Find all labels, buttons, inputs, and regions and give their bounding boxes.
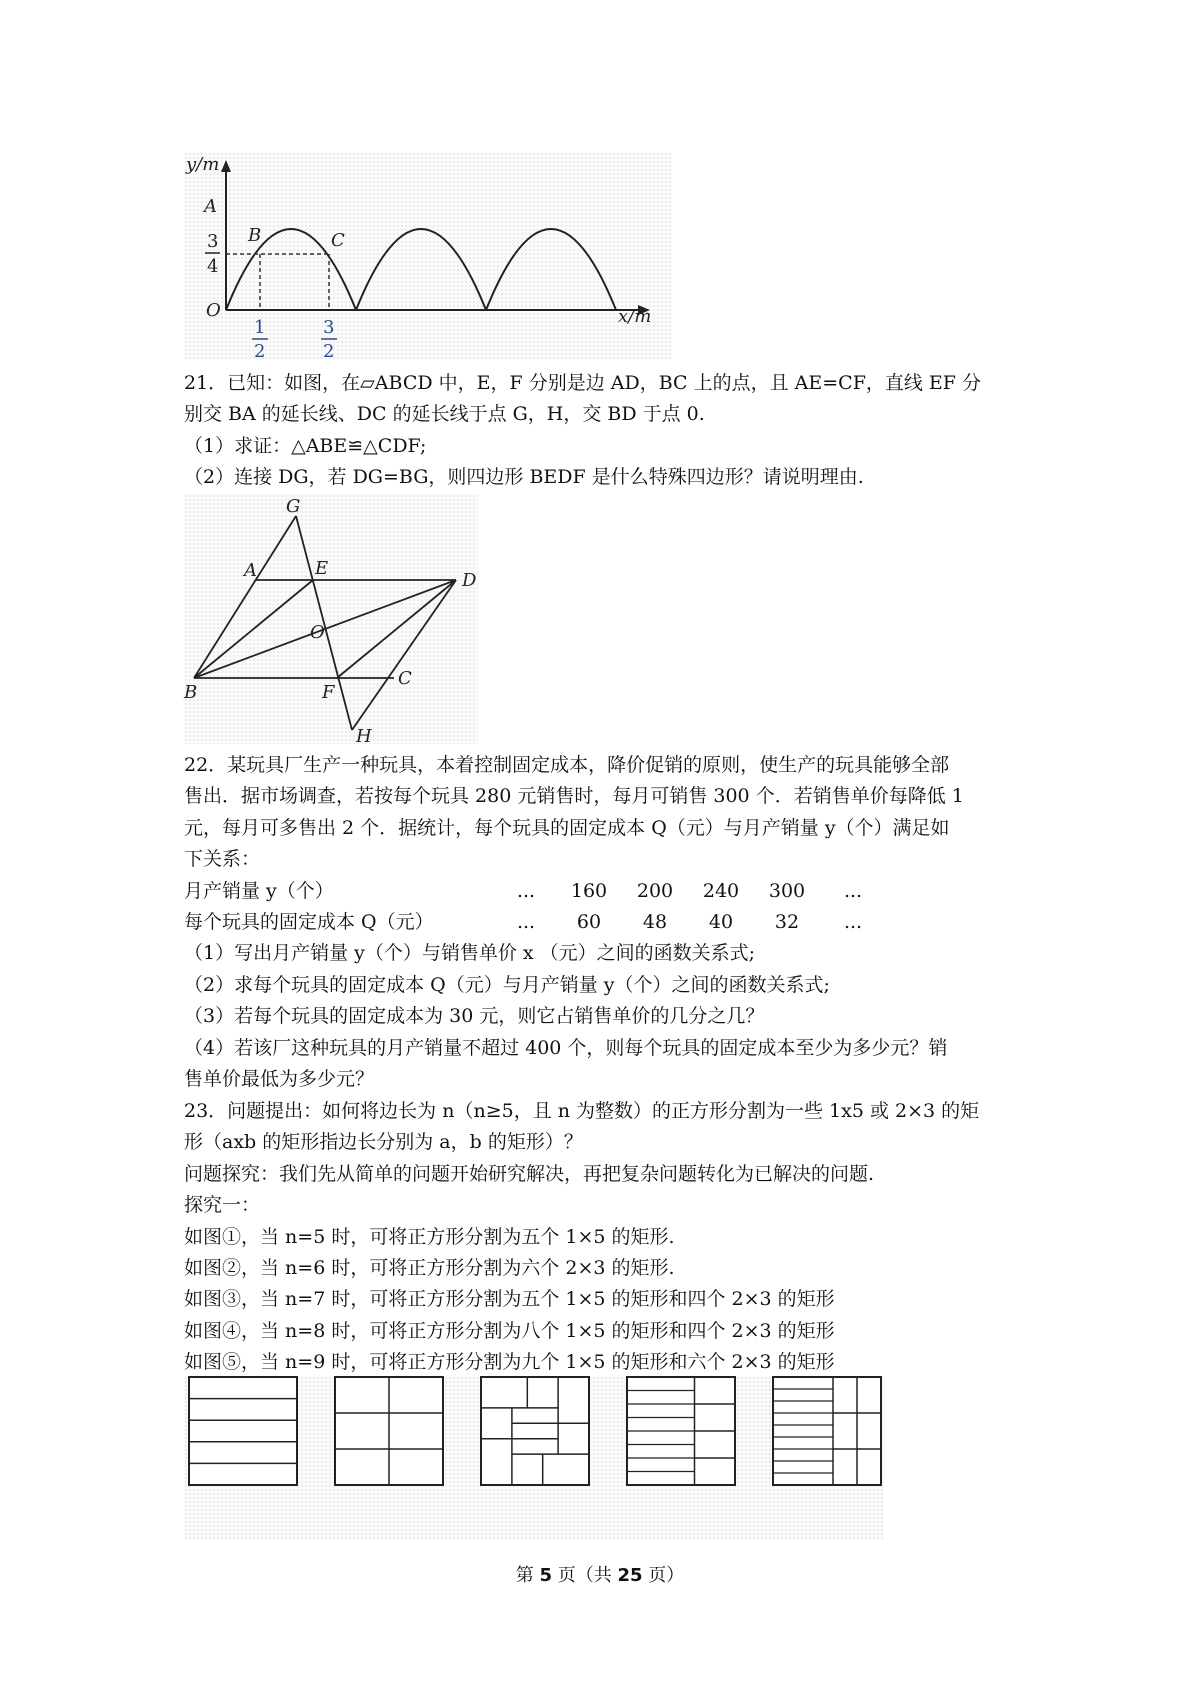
- q22-line-1: 22．某玩具厂生产一种玩具，本着控制固定成本，降价促销的原则，使生产的玩具能够全部: [184, 754, 950, 776]
- q22-sub-4-cont: 售单价最低为多少元？: [184, 1068, 375, 1091]
- label-o: O: [310, 622, 325, 643]
- label-e: E: [315, 558, 329, 579]
- segment-fd: [337, 580, 456, 678]
- x1-frac-numerator: 1: [254, 317, 266, 338]
- figure-2-svg: [334, 1376, 444, 1486]
- parallelogram-figure: [184, 494, 478, 747]
- table-row-label: 每个玩具的固定成本 Q（元）: [184, 911, 434, 934]
- footer-middle: 页（共: [552, 1565, 618, 1586]
- label-a: A: [244, 560, 257, 581]
- table-cell: 40: [708, 911, 734, 934]
- q23-line-9: 如图⑤，当 n=9 时，可将正方形分割为九个 1×5 的矩形和六个 2×3 的矩形: [184, 1351, 835, 1374]
- q22-line-4: 下关系：: [184, 848, 261, 871]
- q23-line-3: 问题探究：我们先从简单的问题开始研究解决，再把复杂问题转化为已解决的问题.: [184, 1162, 875, 1185]
- table-cell: ...: [843, 911, 863, 934]
- table-cell: ...: [843, 879, 863, 902]
- label-origin: O: [206, 300, 221, 321]
- x2-frac-numerator: 3: [323, 317, 335, 338]
- label-d: D: [462, 570, 477, 591]
- table-row-fixed-cost: [184, 907, 1030, 938]
- parallelogram-svg: [184, 494, 478, 747]
- q22-sub-4: （4）若该厂这种玩具的月产销量不超过 400 个，则每个玩具的固定成本至少为多少元？销: [184, 1036, 948, 1059]
- label-f: F: [322, 682, 335, 703]
- y-frac-denominator: 4: [207, 256, 219, 277]
- q23-line-1: 23．问题提出：如何将边长为 n（n≥5，且 n 为整数）的正方形分割为一些 1x5 或 2×3 的矩: [184, 1100, 980, 1122]
- question-23-text: [184, 1096, 1030, 1379]
- figure-2: [334, 1376, 444, 1413]
- figure-5-svg: [772, 1376, 882, 1486]
- label-b: B: [248, 225, 262, 246]
- q23-line-6: 如图②，当 n=6 时，可将正方形分割为六个 2×3 的矩形.: [184, 1257, 675, 1280]
- diagonal-bd: [194, 580, 456, 678]
- q23-line-7: 如图③，当 n=7 时，可将正方形分割为五个 1×5 的矩形和四个 2×3 的矩形: [184, 1288, 835, 1311]
- line-g-b: [194, 516, 296, 678]
- figure-5: [772, 1376, 882, 1413]
- table-cell: ...: [516, 911, 536, 934]
- figure-4-svg: [626, 1376, 736, 1486]
- table-cell: 200: [636, 879, 674, 902]
- question-22-text: [184, 750, 1030, 1095]
- label-b: B: [184, 682, 198, 703]
- segment-be: [194, 580, 313, 678]
- table-cell: 60: [576, 911, 602, 934]
- q21-line-3: （1）求证：△ABE≌△CDF;: [184, 434, 427, 457]
- label-c: C: [331, 230, 345, 251]
- parabola-graph-svg: [184, 152, 672, 360]
- square-partition-figures: [184, 1376, 884, 1540]
- label-g: G: [286, 496, 301, 517]
- table-row-sales: [184, 876, 1030, 907]
- page-footer: [0, 1561, 1200, 1587]
- q23-line-4: 探究一：: [184, 1194, 261, 1217]
- arch-2: [356, 229, 486, 310]
- footer-prefix: 第: [515, 1565, 540, 1586]
- figure-1: [188, 1376, 298, 1413]
- table-cell: 300: [768, 879, 806, 902]
- y-frac-numerator: 3: [207, 231, 219, 252]
- figure-1-svg: [188, 1376, 298, 1486]
- table-cell: 48: [642, 911, 668, 934]
- table-cell: 32: [774, 911, 800, 934]
- q23-line-2: 形（axb 的矩形指边长分别为 a，b 的矩形）？: [184, 1131, 583, 1154]
- figure-4: [626, 1376, 736, 1413]
- x-axis-label: x/m: [618, 306, 652, 327]
- y-axis-label: y/m: [186, 154, 220, 175]
- footer-total-pages: 25: [617, 1565, 643, 1586]
- q22-sub-1: （1）写出月产销量 y（个）与销售单价 x （元）之间的函数关系式;: [184, 942, 756, 965]
- parabola-graph-figure: [184, 152, 672, 360]
- q22-sub-3: （3）若每个玩具的固定成本为 30 元，则它占销售单价的几分之几？: [184, 1005, 765, 1028]
- y-axis-arrow: [221, 160, 231, 172]
- q23-line-5: 如图①，当 n=5 时，可将正方形分割为五个 1×5 的矩形.: [184, 1225, 675, 1248]
- line-d-h: [352, 580, 456, 730]
- x1-frac-denominator: 2: [254, 341, 266, 362]
- label-h: H: [356, 726, 372, 747]
- q21-line-4: （2）连接 DG，若 DG=BG，则四边形 BEDF 是什么特殊四边形？请说明理由.: [184, 466, 864, 489]
- q22-line-2: 售出．据市场调查，若按每个玩具 280 元销售时，每月可销售 300 个．若销售单价每降低 1: [184, 785, 964, 808]
- figure-3-svg: [480, 1376, 590, 1486]
- q22-sub-2: （2）求每个玩具的固定成本 Q（元）与月产销量 y（个）之间的函数关系式;: [184, 973, 830, 996]
- figure-3: [480, 1376, 590, 1413]
- table-cell: 160: [570, 879, 608, 902]
- q23-line-8: 如图④，当 n=8 时，可将正方形分割为八个 1×5 的矩形和四个 2×3 的矩形: [184, 1319, 835, 1342]
- q22-line-3: 元，每月可多售出 2 个．据统计，每个玩具的固定成本 Q（元）与月产销量 y（个）满足如: [184, 816, 950, 839]
- q21-line-1: 21．已知：如图，在▱ABCD 中，E，F 分别是边 AD，BC 上的点，且 AE=CF，直线 EF 分: [184, 372, 982, 394]
- table-cell: 240: [702, 879, 740, 902]
- question-21-text: [184, 368, 1030, 494]
- footer-suffix: 页）: [642, 1565, 685, 1586]
- label-c: C: [398, 668, 412, 689]
- table-row-label: 月产销量 y（个）: [184, 879, 334, 902]
- table-cell: ...: [516, 879, 536, 902]
- footer-page-number: 5: [539, 1565, 552, 1586]
- label-a: A: [204, 196, 217, 217]
- q21-line-2: 别交 BA 的延长线、DC 的延长线于点 G，H，交 BD 于点 0.: [184, 403, 705, 426]
- arch-3: [486, 229, 616, 310]
- x2-frac-denominator: 2: [323, 341, 335, 362]
